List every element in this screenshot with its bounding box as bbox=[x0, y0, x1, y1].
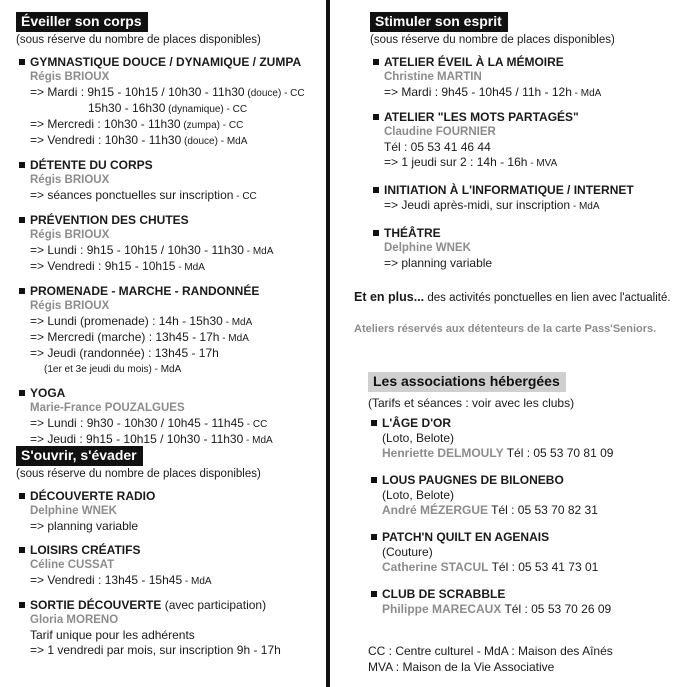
schedule-line: Tarif unique pour les adhérents bbox=[30, 628, 195, 642]
activity-loisirs bbox=[16, 543, 326, 589]
club-scrabble bbox=[368, 587, 698, 617]
club-title: L'ÂGE D'OR bbox=[382, 416, 452, 430]
activity-title: THÉÂTRE bbox=[384, 226, 441, 240]
schedule-note: (1er et 3e jeudi du mois) - MdA bbox=[44, 364, 182, 375]
activity-title: DÉTENTE DU CORPS bbox=[30, 158, 153, 172]
extra-activities: Et en plus... des activités ponctuelles en lien avec l'actualité. bbox=[354, 290, 671, 304]
club-type: (Loto, Belote) bbox=[382, 431, 455, 445]
activity-title: ATELIER "LES MOTS PARTAGÉS" bbox=[384, 110, 579, 124]
bullet-icon bbox=[371, 591, 377, 597]
club-lous-paugnes bbox=[368, 473, 698, 518]
activity-person: Christine MARTIN bbox=[384, 71, 482, 83]
activity-title: PRÉVENTION DES CHUTES bbox=[30, 213, 189, 227]
section-associations bbox=[368, 372, 698, 617]
schedule-line: => séances ponctuelles sur inscription - CC bbox=[30, 188, 257, 202]
bullet-icon bbox=[373, 187, 379, 193]
legend-line: MVA : Maison de la Vie Associative bbox=[368, 660, 555, 674]
bullet-icon bbox=[373, 59, 379, 65]
section-title: Éveiller son corps bbox=[16, 12, 148, 32]
activity-person: Régis BRIOUX bbox=[30, 229, 110, 241]
bullet-icon bbox=[19, 59, 25, 65]
activity-title: PROMENADE - MARCHE - RANDONNÉE bbox=[30, 284, 260, 298]
bullet-icon bbox=[19, 162, 25, 168]
activity-person: Delphine WNEK bbox=[384, 242, 471, 254]
schedule-line: => Lundi (promenade) : 14h - 15h30 - MdA bbox=[30, 314, 253, 328]
activity-title: GYMNASTIQUE DOUCE / DYNAMIQUE / ZUMPA bbox=[30, 55, 302, 69]
schedule-line: => Jeudi (randonnée) : 13h45 - 17h bbox=[30, 346, 219, 360]
activity-theatre bbox=[370, 226, 700, 271]
club-title: LOUS PAUGNES DE BILONEBO bbox=[382, 473, 564, 487]
schedule-line: => Vendredi : 9h15 - 10h15 - MdA bbox=[30, 259, 205, 273]
club-contact: André MÉZERGUE Tél : 05 53 70 82 31 bbox=[382, 503, 598, 517]
section-note: (Tarifs et séances : voir avec les clubs) bbox=[368, 396, 575, 410]
activity-sortie bbox=[16, 598, 326, 658]
section-eveiller bbox=[16, 12, 326, 448]
schedule-line: => Jeudi après-midi, sur inscription - MdA bbox=[384, 198, 600, 212]
schedule-line: => 1 vendredi par mois, sur inscription 9h - 17h bbox=[30, 643, 281, 657]
activity-person: Régis BRIOUX bbox=[30, 71, 110, 83]
activity-promenade bbox=[16, 284, 326, 377]
activity-person: Gloria MORENO bbox=[30, 614, 119, 626]
activity-title: DÉCOUVERTE RADIO bbox=[30, 489, 156, 503]
activity-person: Marie-France POUZALGUES bbox=[30, 402, 185, 414]
schedule-line: => Lundi : 9h15 - 10h15 / 10h30 - 11h30 - MdA bbox=[30, 243, 274, 257]
activity-person: Céline CUSSAT bbox=[30, 559, 115, 571]
schedule-line: => Mercredi : 10h30 - 11h30 (zumpa) - CC bbox=[30, 117, 244, 131]
section-note: (sous réserve du nombre de places disponibles) bbox=[370, 34, 615, 46]
activity-person: Régis BRIOUX bbox=[30, 174, 110, 186]
bullet-icon bbox=[19, 288, 25, 294]
bullet-icon bbox=[371, 477, 377, 483]
schedule-line: => planning variable bbox=[384, 256, 493, 270]
column-divider bbox=[326, 0, 330, 687]
bullet-icon bbox=[19, 390, 25, 396]
activity-informatique bbox=[370, 183, 700, 214]
bullet-icon bbox=[19, 602, 25, 608]
activity-title: ATELIER ÉVEIL À LA MÉMOIRE bbox=[384, 55, 564, 69]
schedule-line: 15h30 - 16h30 (dynamique) - CC bbox=[88, 101, 248, 115]
club-title: CLUB DE SCRABBLE bbox=[382, 587, 506, 601]
club-contact: Henriette DELMOULY Tél : 05 53 70 81 09 bbox=[382, 446, 614, 460]
activity-person: Claudine FOURNIER bbox=[384, 126, 496, 138]
section-note: (sous réserve du nombre de places disponibles) bbox=[16, 34, 261, 46]
legend-line: CC : Centre culturel - MdA : Maison des Aînés bbox=[368, 644, 613, 658]
legend bbox=[368, 643, 613, 675]
activity-radio bbox=[16, 489, 326, 534]
bullet-icon bbox=[373, 114, 379, 120]
schedule-line: => Mardi : 9h15 - 10h15 / 10h30 - 11h30 (douce) - CC bbox=[30, 85, 305, 99]
schedule-line: => Mercredi (marche) : 13h45 - 17h - MdA bbox=[30, 330, 249, 344]
activity-mots bbox=[370, 110, 700, 171]
section-title: Les associations hébergées bbox=[368, 372, 566, 392]
bullet-icon bbox=[19, 547, 25, 553]
schedule-line: => Vendredi : 13h45 - 15h45 - MdA bbox=[30, 573, 212, 587]
bullet-icon bbox=[371, 534, 377, 540]
bullet-icon bbox=[19, 217, 25, 223]
activity-memoire bbox=[370, 55, 700, 101]
club-type: (Couture) bbox=[382, 545, 433, 559]
activity-prevention bbox=[16, 213, 326, 275]
schedule-line: => Lundi : 9h30 - 10h30 / 10h45 - 11h45 - CC bbox=[30, 416, 268, 430]
club-age-dor bbox=[368, 416, 698, 461]
activity-title: SORTIE DÉCOUVERTE (avec participation) bbox=[30, 598, 267, 612]
bullet-icon bbox=[371, 420, 377, 426]
activity-gym bbox=[16, 55, 326, 149]
club-patchn-quilt bbox=[368, 530, 698, 575]
schedule-line: => Vendredi : 10h30 - 11h30 (douce) - MdA bbox=[30, 133, 248, 147]
schedule-line: => Mardi : 9h45 - 10h45 / 11h - 12h - MdA bbox=[384, 85, 602, 99]
section-title: Stimuler son esprit bbox=[370, 12, 508, 32]
phone-line: Tél : 05 53 41 46 44 bbox=[384, 140, 491, 154]
section-note: (sous réserve du nombre de places disponibles) bbox=[16, 468, 261, 480]
activity-detente bbox=[16, 158, 326, 204]
activity-title: LOISIRS CRÉATIFS bbox=[30, 543, 141, 557]
activity-title: YOGA bbox=[30, 386, 66, 400]
schedule-line: => Jeudi : 9h15 - 10h15 / 10h30 - 11h30 - MdA bbox=[30, 432, 273, 446]
bullet-icon bbox=[373, 230, 379, 236]
activity-person: Régis BRIOUX bbox=[30, 300, 110, 312]
activity-person: Delphine WNEK bbox=[30, 505, 117, 517]
section-title: S'ouvrir, s'évader bbox=[16, 446, 143, 466]
activity-title: INITIATION À L'INFORMATIQUE / INTERNET bbox=[384, 183, 634, 197]
pass-seniors-note: Ateliers réservés aux détenteurs de la carte Pass'Seniors. bbox=[354, 323, 657, 335]
bullet-icon bbox=[19, 493, 25, 499]
club-title: PATCH'N QUILT EN AGENAIS bbox=[382, 530, 550, 544]
activity-yoga bbox=[16, 386, 326, 448]
section-stimuler bbox=[370, 12, 700, 271]
club-contact: Philippe MARECAUX Tél : 05 53 70 26 09 bbox=[382, 602, 612, 616]
club-type: (Loto, Belote) bbox=[382, 488, 455, 502]
schedule-line: => planning variable bbox=[30, 519, 139, 533]
section-ouvrir bbox=[16, 446, 326, 658]
schedule-line: => 1 jeudi sur 2 : 14h - 16h - MVA bbox=[384, 155, 558, 169]
club-contact: Catherine STACUL Tél : 05 53 41 73 01 bbox=[382, 560, 599, 574]
